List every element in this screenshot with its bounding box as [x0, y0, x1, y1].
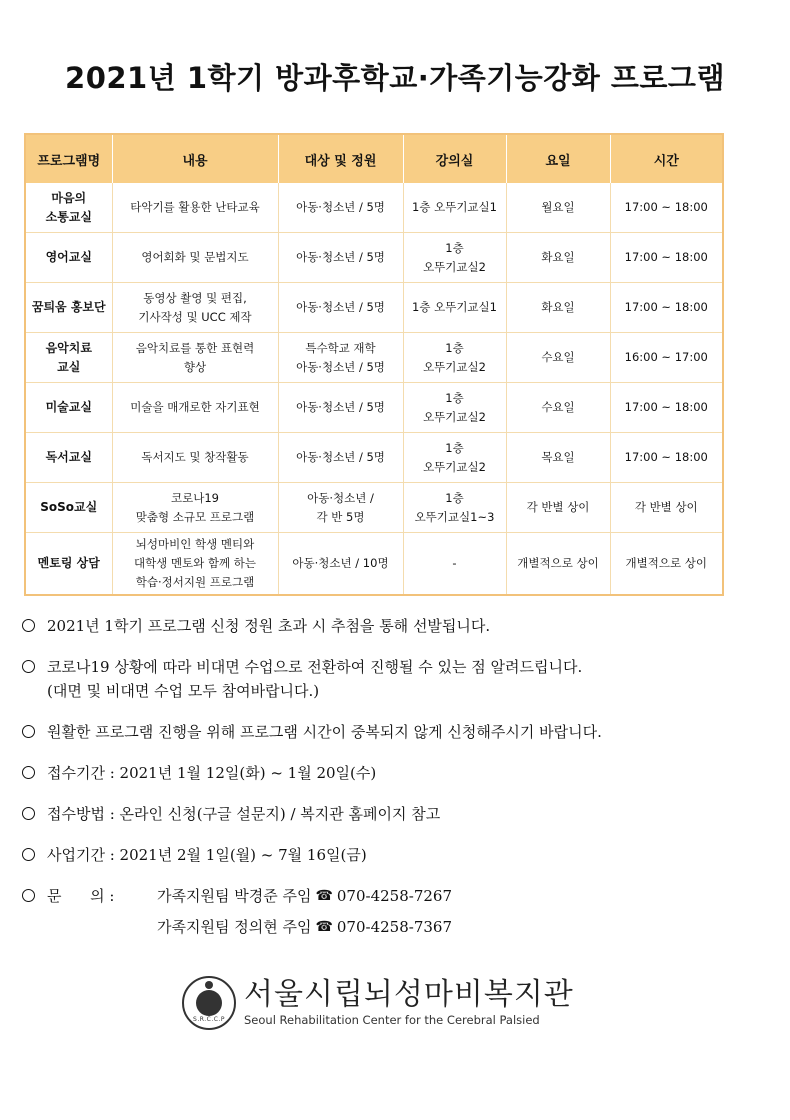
- room-cell: [403, 383, 506, 433]
- cell-line: 소통교실: [45, 209, 92, 224]
- cell-line: 학습·정서지원 프로그램: [135, 575, 255, 589]
- cell-line: 오뚜기교실2: [423, 259, 486, 274]
- content-cell: [112, 233, 278, 283]
- cell-line: 음악치료: [45, 340, 92, 355]
- content-cell: [112, 533, 278, 595]
- cell-line: 1층: [445, 490, 464, 505]
- cell-line: 화요일: [541, 250, 575, 264]
- time-cell: [610, 383, 722, 433]
- table-row: [26, 283, 722, 333]
- circle-bullet-icon: [22, 660, 35, 673]
- time-cell: [610, 533, 722, 595]
- notice-text: [47, 655, 772, 703]
- room-cell: [403, 533, 506, 595]
- cell-line: 아동·청소년 / 5명: [296, 250, 385, 264]
- notice-item: [22, 720, 772, 744]
- phone-icon: ☎: [315, 919, 333, 935]
- contact-item: [22, 884, 772, 939]
- cell-line: 오뚜기교실2: [423, 359, 486, 374]
- cell-line: 아동·청소년 / 5명: [296, 200, 385, 214]
- cell-line: 미술교실: [45, 400, 92, 414]
- target-cell: [278, 183, 403, 233]
- table-row: [26, 183, 722, 233]
- content-cell: [112, 333, 278, 383]
- cell-line: 1층: [445, 440, 464, 455]
- day-cell: [506, 233, 610, 283]
- contact-person-2: 가족지원팀 정의현 주임: [157, 918, 312, 936]
- application-method: 접수방법 : 온라인 신청(구글 설문지) / 복지관 홈페이지 참고: [47, 805, 441, 823]
- cell-line: 향상: [183, 359, 207, 374]
- target-cell: [278, 333, 403, 383]
- target-cell: [278, 383, 403, 433]
- day-cell: [506, 333, 610, 383]
- cell-line: 마음의: [51, 190, 87, 205]
- cell-line: 오뚜기교실1~3: [414, 509, 495, 524]
- time-cell: [610, 433, 722, 483]
- header-room: 강의실: [403, 135, 506, 183]
- cell-line: 독서지도 및 창작활동: [141, 450, 249, 464]
- notice-text: 원활한 프로그램 진행을 위해 프로그램 시간이 중복되지 않게 신청해주시기 바랍니다.: [47, 723, 602, 741]
- contact-phone-1: 070-4258-7267: [336, 887, 453, 905]
- table-row: [26, 333, 722, 383]
- circle-bullet-icon: [22, 807, 35, 820]
- program-name-cell: [26, 183, 112, 233]
- cell-line: 각 반별 상이: [526, 500, 590, 514]
- table-header-row: [26, 135, 722, 183]
- notice-item: [22, 802, 772, 826]
- program-table: [24, 133, 724, 596]
- circle-bullet-icon: [22, 848, 35, 861]
- contact-block: [47, 884, 772, 939]
- program-name-cell: [26, 433, 112, 483]
- day-cell: [506, 283, 610, 333]
- target-cell: [278, 533, 403, 595]
- time-cell: [610, 283, 722, 333]
- cell-line: 1층 오뚜기교실1: [412, 200, 497, 214]
- cell-line: 아동·청소년 / 10명: [292, 556, 389, 570]
- content-cell: [112, 433, 278, 483]
- cell-line: 맞춤형 소규모 프로그램: [135, 509, 255, 524]
- cell-line: 17:00 ~ 18:00: [624, 300, 708, 314]
- notice-item: [22, 843, 772, 867]
- day-cell: [506, 383, 610, 433]
- room-cell: [403, 283, 506, 333]
- cell-line: 목요일: [541, 450, 575, 464]
- time-cell: [610, 333, 722, 383]
- notice-list: [22, 614, 772, 956]
- room-cell: [403, 433, 506, 483]
- header-day: 요일: [506, 135, 610, 183]
- day-cell: [506, 433, 610, 483]
- application-period: 접수기간 : 2021년 1월 12일(화) ~ 1월 20일(수): [47, 764, 377, 782]
- time-cell: [610, 183, 722, 233]
- circle-bullet-icon: [22, 619, 35, 632]
- circle-bullet-icon: [22, 889, 35, 902]
- cell-line: 17:00 ~ 18:00: [624, 400, 708, 414]
- program-name-cell: [26, 333, 112, 383]
- room-cell: [403, 183, 506, 233]
- cell-line: 음악치료를 통한 표현력: [135, 340, 255, 355]
- notice-item: [22, 614, 772, 638]
- table-row: [26, 533, 722, 595]
- seal-emblem-icon: [182, 976, 236, 1030]
- cell-line: 아동·청소년 / 5명: [296, 450, 385, 464]
- cell-line: 영어회화 및 문법지도: [141, 250, 249, 264]
- cell-line: 1층: [445, 340, 464, 355]
- contact-label: 문 의 :: [47, 887, 115, 905]
- cell-line: 1층: [445, 240, 464, 255]
- program-name-cell: [26, 483, 112, 533]
- notice-item: [22, 761, 772, 785]
- program-name-cell: [26, 383, 112, 433]
- table-row: [26, 383, 722, 433]
- target-cell: [278, 483, 403, 533]
- target-cell: [278, 233, 403, 283]
- cell-line: 멘토링 상담: [37, 556, 100, 570]
- cell-line: 꿈틔움 홍보단: [31, 300, 106, 314]
- cell-line: SoSo교실: [40, 500, 98, 514]
- content-cell: [112, 183, 278, 233]
- logo-name-korean: 서울시립뇌성마비복지관: [244, 977, 574, 1012]
- content-cell: [112, 483, 278, 533]
- cell-line: 오뚜기교실2: [423, 409, 486, 424]
- notice-text: 2021년 1학기 프로그램 신청 정원 초과 시 추첨을 통해 선발됩니다.: [47, 617, 491, 635]
- cell-line: 각 반 5명: [316, 509, 365, 524]
- cell-line: 수요일: [541, 350, 575, 364]
- notice-line: (대면 및 비대면 수업 모두 참여바랍니다.): [47, 682, 320, 700]
- cell-line: 영어교실: [45, 250, 92, 264]
- cell-line: 화요일: [541, 300, 575, 314]
- table-row: [26, 483, 722, 533]
- cell-line: 개별적으로 상이: [625, 556, 707, 570]
- cell-line: 독서교실: [45, 450, 92, 464]
- seal-abbreviation: S.R.C.C.P: [193, 1016, 225, 1023]
- target-cell: [278, 433, 403, 483]
- circle-bullet-icon: [22, 725, 35, 738]
- content-cell: [112, 283, 278, 333]
- cell-line: 17:00 ~ 18:00: [624, 450, 708, 464]
- cell-line: 기사작성 및 UCC 제작: [138, 309, 252, 324]
- header-content: 내용: [112, 135, 278, 183]
- cell-line: -: [452, 556, 457, 570]
- cell-line: 타악기를 활용한 난타교육: [130, 200, 260, 214]
- target-cell: [278, 283, 403, 333]
- cell-line: 대학생 멘토와 함께 하는: [133, 556, 257, 570]
- room-cell: [403, 483, 506, 533]
- circle-bullet-icon: [22, 766, 35, 779]
- day-cell: [506, 183, 610, 233]
- day-cell: [506, 483, 610, 533]
- cell-line: 17:00 ~ 18:00: [624, 200, 708, 214]
- cell-line: 교실: [57, 359, 81, 374]
- cell-line: 1층 오뚜기교실1: [412, 300, 497, 314]
- time-cell: [610, 233, 722, 283]
- time-cell: [610, 483, 722, 533]
- cell-line: 월요일: [541, 200, 575, 214]
- cell-line: 아동·청소년 / 5명: [296, 300, 385, 314]
- cell-line: 16:00 ~ 17:00: [624, 350, 708, 364]
- cell-line: 17:00 ~ 18:00: [624, 250, 708, 264]
- cell-line: 아동·청소년 / 5명: [296, 359, 385, 374]
- cell-line: 동영상 촬영 및 편집,: [143, 290, 247, 305]
- organization-logo: [182, 972, 602, 1034]
- logo-text: [244, 978, 574, 1028]
- page-title: 2021년 1학기 방과후학교·가족기능강화 프로그램: [65, 61, 725, 95]
- day-cell: [506, 533, 610, 595]
- logo-name-english: Seoul Rehabilitation Center for the Cerebral Palsied: [244, 1013, 540, 1027]
- contact-phone-2: 070-4258-7367: [336, 918, 453, 936]
- header-program-name: 프로그램명: [26, 135, 112, 183]
- notice-line: 코로나19 상황에 따라 비대면 수업으로 전환하여 진행될 수 있는 점 알려드립니다.: [47, 658, 583, 676]
- content-cell: [112, 383, 278, 433]
- contact-person-1: 가족지원팀 박경준 주임: [157, 887, 312, 905]
- phone-icon: ☎: [315, 888, 333, 904]
- table-row: [26, 433, 722, 483]
- program-name-cell: [26, 283, 112, 333]
- program-name-cell: [26, 533, 112, 595]
- cell-line: 특수학교 재학: [305, 340, 376, 355]
- table-row: [26, 233, 722, 283]
- program-name-cell: [26, 233, 112, 283]
- table-body: [26, 183, 722, 594]
- cell-line: 아동·청소년 / 5명: [296, 400, 385, 414]
- header-time: 시간: [610, 135, 722, 183]
- cell-line: 1층: [445, 390, 464, 405]
- notice-item: [22, 655, 772, 703]
- cell-line: 개별적으로 상이: [517, 556, 599, 570]
- cell-line: 미술을 매개로한 자기표현: [130, 400, 260, 414]
- cell-line: 각 반별 상이: [634, 500, 698, 514]
- cell-line: 코로나19: [171, 490, 219, 505]
- cell-line: 수요일: [541, 400, 575, 414]
- room-cell: [403, 233, 506, 283]
- cell-line: 아동·청소년 /: [307, 490, 374, 505]
- cell-line: 뇌성마비인 학생 멘티와: [135, 537, 255, 551]
- project-period: 사업기간 : 2021년 2월 1일(월) ~ 7월 16일(금): [47, 846, 367, 864]
- header-target: 대상 및 정원: [278, 135, 403, 183]
- room-cell: [403, 333, 506, 383]
- cell-line: 오뚜기교실2: [423, 459, 486, 474]
